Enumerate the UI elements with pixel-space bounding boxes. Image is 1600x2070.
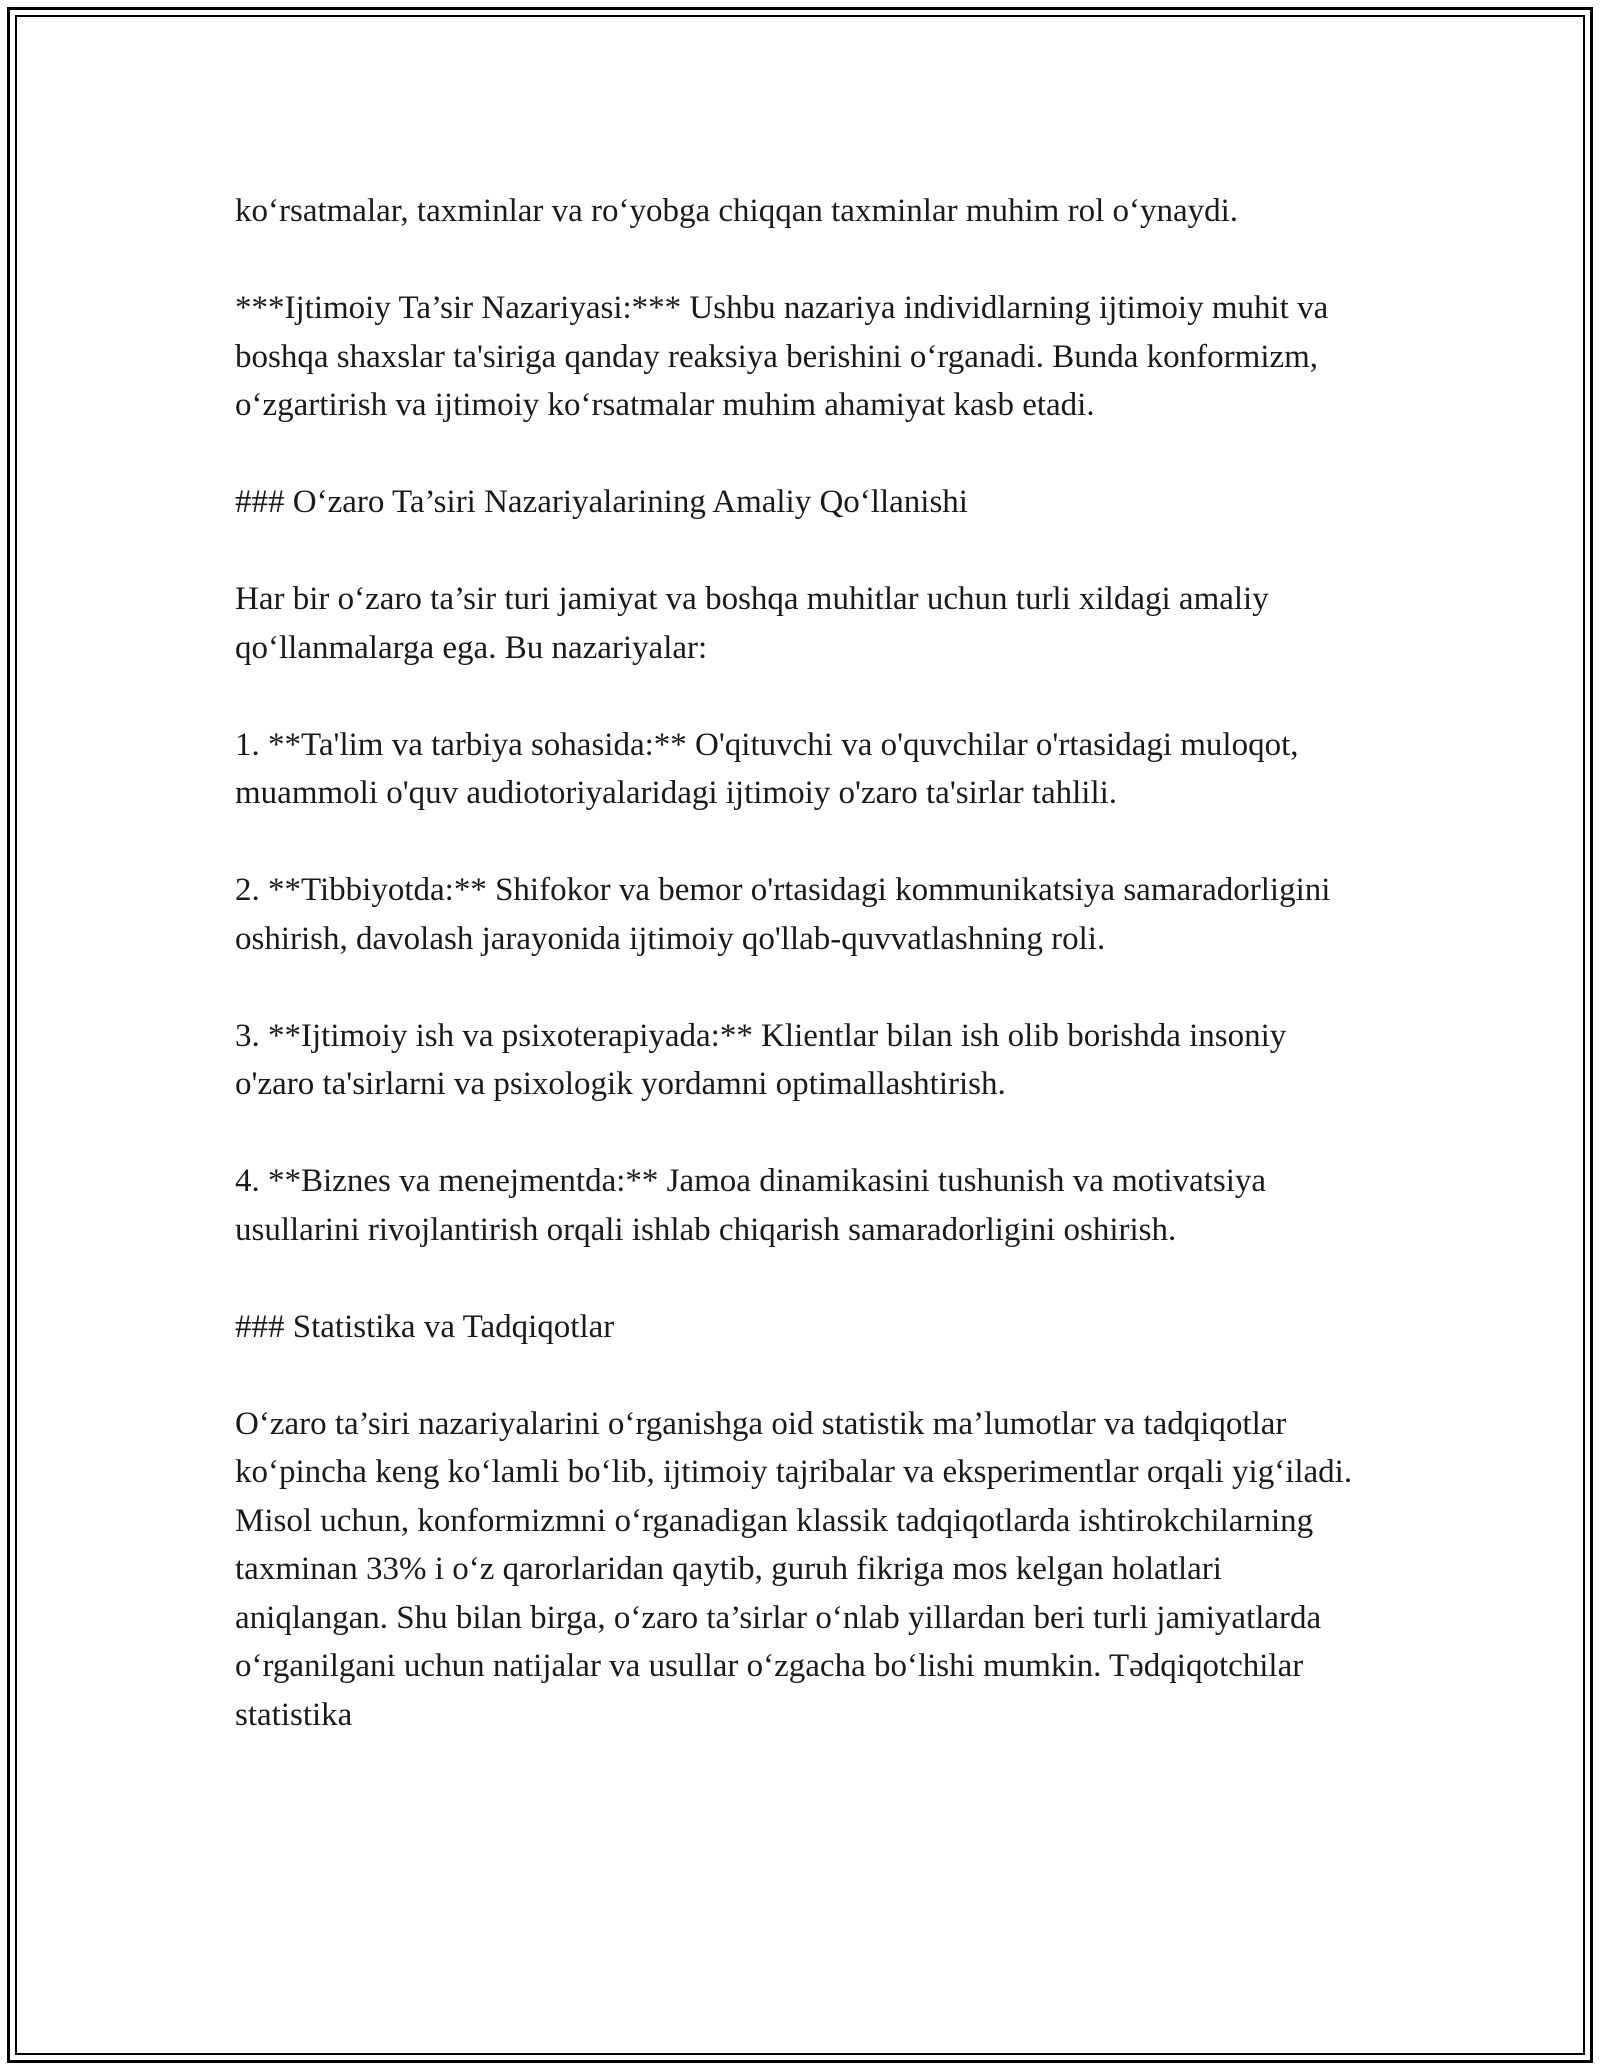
list-item-business: 4. **Biznes va menejmentda:** Jamoa dinamikasini tushunish va motivatsiya usullarini rivojlantirish orqali ishlab chiqarish samaradorligini oshirish.: [235, 1163, 1267, 1248]
paragraph-intro-applications: Har bir o‘zaro ta’sir turi jamiyat va boshqa muhitlar uchun turli xildagi amaliy qo‘llanmalarga ega. Bu nazariyalar:: [235, 581, 1269, 666]
document-body: [235, 187, 1370, 1739]
section-heading-statistics: ### Statistika va Tadqiqotlar: [235, 1308, 615, 1345]
section-heading-practical-application: ### O‘zaro Ta’siri Nazariyalarining Amaliy Qo‘llanishi: [235, 484, 968, 520]
list-item-medicine: 2. **Tibbiyotda:** Shifokor va bemor o'rtasidagi kommunikatsiya samaradorligini oshirish, davolash jarayonida ijtimoiy qo'llab-quvvatlashning roli.: [235, 872, 1331, 957]
paragraph-continuation: ko‘rsatmalar, taxminlar va ro‘yobga chiqqan taxminlar muhim rol o‘ynaydi.: [235, 193, 1239, 229]
paragraph-statistics: O‘zaro ta’siri nazariyalarini o‘rganishga oid statistik ma’lumotlar va tadqiqotlar ko‘pincha keng ko‘lamli bo‘lib, ijtimoiy tajribalar va eksperimentlar orqali yig‘iladi. Misol uchun, konformizmni o‘rganadigan klassik tadqiqotlarda ishtirokchilarning taxminan 33% i o‘z qarorlaridan qaytib, guruh fikriga mos kelgan holatlari aniqlangan. Shu bilan birga, o‘zaro ta’sirlar o‘nlab yillardan beri turli jamiyatlarda o‘rganilgani uchun natijalar va usullar o‘zgacha bo‘lishi mumkin. Tədqiqotchilar statistika: [235, 1405, 1353, 1733]
list-item-social-work: 3. **Ijtimoiy ish va psixoterapiyada:** Klientlar bilan ish olib borishda insoniy o'zaro ta'sirlarni va psixologik yordamni optimallashtirish.: [235, 1017, 1287, 1102]
list-item-education: 1. **Ta'lim va tarbiya sohasida:** O'qituvchi va o'quvchilar o'rtasidagi muloqot, muammoli o'quv audiotoriyalaridagi ijtimoiy o'zaro ta'sirlar tahlili.: [235, 726, 1299, 811]
paragraph-social-influence-theory: ***Ijtimoiy Ta’sir Nazariyasi:*** Ushbu nazariya individlarning ijtimoiy muhit va boshqa shaxslar ta'siriga qanday reaksiya berishini o‘rganadi. Bunda konformizm, o‘zgartirish va ijtimoiy ko‘rsatmalar muhim ahamiyat kasb etadi.: [235, 290, 1329, 423]
